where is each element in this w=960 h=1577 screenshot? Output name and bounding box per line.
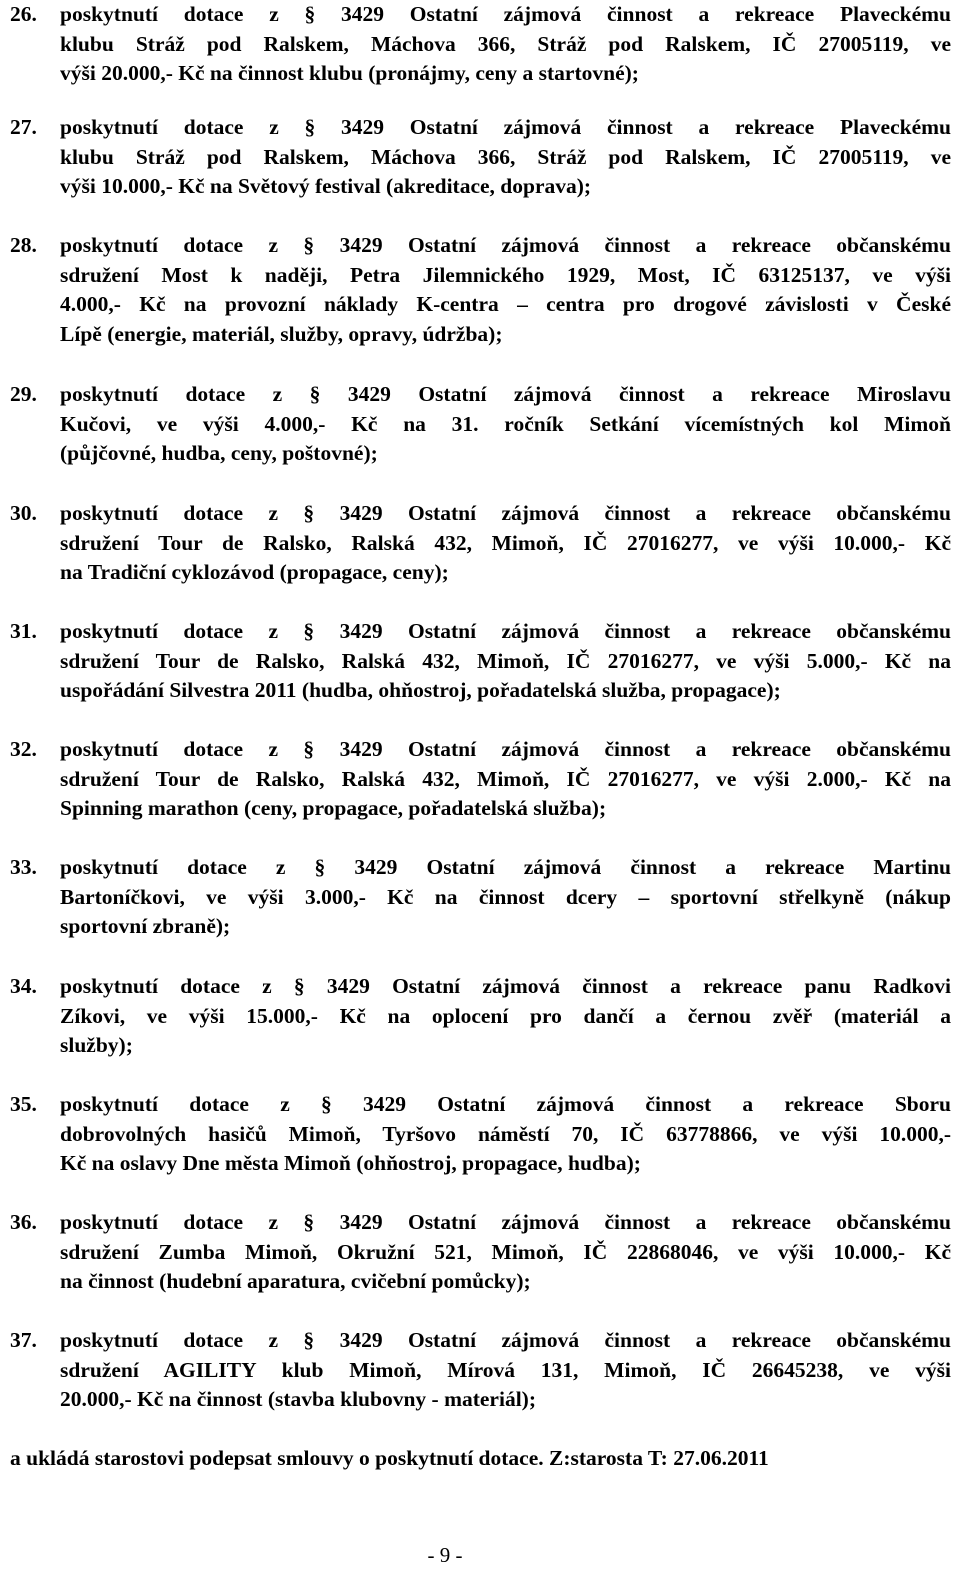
item-number: 29. — [10, 382, 37, 406]
page-number: - 9 - — [427, 1543, 463, 1567]
item-text-line: Kučovi, ve výši 4.000,- Kč na 31. ročník Setkání vícemístných kol Mimoň — [60, 411, 951, 436]
item-text-line: uspořádání Silvestra 2011 (hudba, ohňostroj, pořadatelská služba, propagace); — [60, 678, 781, 702]
item-number: 35. — [10, 1092, 37, 1116]
item-text-line: Bartoníčkovi, ve výši 3.000,- Kč na činnost dcery – sportovní střelkyně (nákup — [60, 884, 951, 909]
item-text-line: sdružení Zumba Mimoň, Okružní 521, Mimoň, IČ 22868046, ve výši 10.000,- Kč — [60, 1239, 951, 1264]
item-number: 32. — [10, 737, 37, 761]
item-text-line: sdružení Tour de Ralsko, Ralská 432, Mimoň, IČ 27016277, ve výši 5.000,- Kč na — [60, 648, 951, 673]
item-text-line: poskytnutí dotace z § 3429 Ostatní zájmová činnost a rekreace občanskému — [60, 1328, 951, 1352]
item-text-line: poskytnutí dotace z § 3429 Ostatní zájmová činnost a rekreace občanskému — [60, 233, 951, 257]
item-number: 27. — [10, 115, 37, 139]
item-number: 36. — [10, 1210, 37, 1234]
item-text-line: 20.000,- Kč na činnost (stavba klubovny - materiál); — [60, 1387, 536, 1411]
item-text-line: sdružení Tour de Ralsko, Ralská 432, Mimoň, IČ 27016277, ve výši 10.000,- Kč — [60, 530, 951, 555]
item-text-line: poskytnutí dotace z § 3429 Ostatní zájmová činnost a rekreace občanskému — [60, 619, 951, 643]
item-text-line: sportovní zbraně); — [60, 914, 231, 938]
item-number: 31. — [10, 619, 37, 643]
item-number: 28. — [10, 233, 37, 257]
item-text-line: poskytnutí dotace z § 3429 Ostatní zájmová činnost a rekreace Sboru — [60, 1092, 951, 1116]
item-number: 33. — [10, 855, 37, 879]
item-text-line: poskytnutí dotace z § 3429 Ostatní zájmová činnost a rekreace občanskému — [60, 1210, 951, 1234]
item-text-line: klubu Stráž pod Ralskem, Máchova 366, Stráž pod Ralskem, IČ 27005119, ve — [60, 144, 951, 169]
item-text-line: služby); — [60, 1033, 133, 1057]
item-text-line: klubu Stráž pod Ralskem, Máchova 366, Stráž pod Ralskem, IČ 27005119, ve — [60, 31, 951, 56]
closing-statement: a ukládá starostovi podepsat smlouvy o poskytnutí dotace. Z:starosta T: 27.06.2011 — [10, 1446, 769, 1470]
item-text-line: poskytnutí dotace z § 3429 Ostatní zájmová činnost a rekreace Plaveckému — [60, 115, 951, 139]
item-text-line: poskytnutí dotace z § 3429 Ostatní zájmová činnost a rekreace Martinu — [60, 855, 951, 879]
item-text-line: Lípě (energie, materiál, služby, opravy, údržba); — [60, 321, 503, 346]
item-text-line: Kč na oslavy Dne města Mimoň (ohňostroj, propagace, hudba); — [60, 1151, 641, 1175]
item-text-line: Zíkovi, ve výši 15.000,- Kč na oplocení pro dančí a černou zvěř (materiál a — [60, 1003, 951, 1028]
item-text-line: poskytnutí dotace z § 3429 Ostatní zájmová činnost a rekreace občanskému — [60, 501, 951, 525]
item-text-line: sdružení Most k naději, Petra Jilemnického 1929, Most, IČ 63125137, ve výši — [60, 262, 951, 287]
item-text-line: poskytnutí dotace z § 3429 Ostatní zájmová činnost a rekreace Plaveckému — [60, 2, 951, 26]
item-text-line: 4.000,- Kč na provozní náklady K-centra – centra pro drogové závislosti v České — [60, 292, 951, 316]
item-number: 37. — [10, 1328, 37, 1352]
item-text-line: Spinning marathon (ceny, propagace, pořadatelská služba); — [60, 796, 607, 820]
item-text-line: poskytnutí dotace z § 3429 Ostatní zájmová činnost a rekreace Miroslavu — [60, 382, 951, 406]
item-text-line: sdružení AGILITY klub Mimoň, Mírová 131, Mimoň, IČ 26645238, ve výši — [60, 1357, 951, 1382]
item-text-line: poskytnutí dotace z § 3429 Ostatní zájmová činnost a rekreace občanskému — [60, 737, 951, 761]
item-text-line: poskytnutí dotace z § 3429 Ostatní zájmová činnost a rekreace panu Radkovi — [60, 974, 951, 998]
item-text-line: na Tradiční cyklozávod (propagace, ceny); — [60, 560, 449, 584]
item-number: 34. — [10, 974, 37, 998]
item-text-line: výši 20.000,- Kč na činnost klubu (pronájmy, ceny a startovné); — [60, 61, 639, 85]
item-text-line: výši 10.000,- Kč na Světový festival (akreditace, doprava); — [60, 174, 592, 198]
item-text-line: dobrovolných hasičů Mimoň, Tyršovo náměstí 70, IČ 63778866, ve výši 10.000,- — [60, 1121, 951, 1146]
item-text-line: na činnost (hudební aparatura, cvičební pomůcky); — [60, 1269, 531, 1293]
item-text-line: (půjčovné, hudba, ceny, poštovné); — [60, 441, 378, 465]
item-text-line: sdružení Tour de Ralsko, Ralská 432, Mimoň, IČ 27016277, ve výši 2.000,- Kč na — [60, 766, 951, 791]
item-number: 30. — [10, 501, 37, 525]
item-number: 26. — [10, 2, 37, 26]
